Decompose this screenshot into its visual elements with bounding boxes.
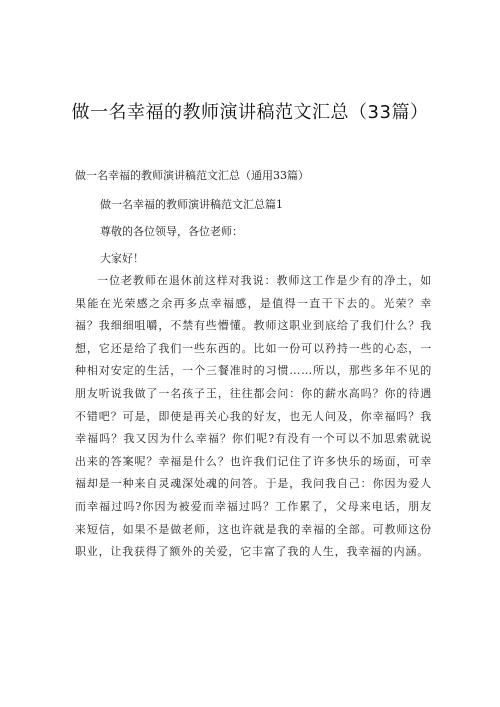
speech-paragraph: 一位老教师在退休前这样对我说：教师这工作是少有的净土，如果能在光荣感之余再多点幸福感，是值得一直干下去的。光荣？幸福？我细细咀嚼，不禁有些懵懂。教师这职业到底给了我们什么？我想，它还是给了我们一些东西的。比如一份可以矜持一些的心态，一种相对安定的生活，一个三餐准时的习惯……所以，那些多年不见的朋友听说我做了一名孩子王，往往都会问：你的薪水高吗？你的待遇不错吧？可是，即使是再关心我的好友，也无人问及，你幸福吗？我幸福吗？我又因为什么幸福？你们呢?有没有一个可以不加思索就说出来的答案呢？幸福是什么？也许我们记住了许多快乐的场面，可幸福却是一种来自灵魂深处魂的问答。于是，我问我自己：你因为爱人而幸福过吗?你因为被爱而幸福过吗？工作累了，父母来电话，朋友来短信，如果不是做老师，这也许就是我的幸福的全部。可教师这份职业，让我获得了额外的关爱，它丰富了我的人生，我幸福的内涵。	[75, 274, 432, 559]
document-title: 做一名幸福的教师演讲稿范文汇总（33篇）	[71, 102, 429, 124]
document-subtitle: 做一名幸福的教师演讲稿范文汇总（通用33篇）	[75, 169, 309, 182]
speech-body	[75, 270, 432, 564]
section-heading: 做一名幸福的教师演讲稿范文汇总篇1	[100, 198, 283, 211]
salutation-line: 尊敬的各位领导，各位老师：	[100, 225, 243, 238]
greeting-line: 大家好！	[100, 252, 144, 265]
